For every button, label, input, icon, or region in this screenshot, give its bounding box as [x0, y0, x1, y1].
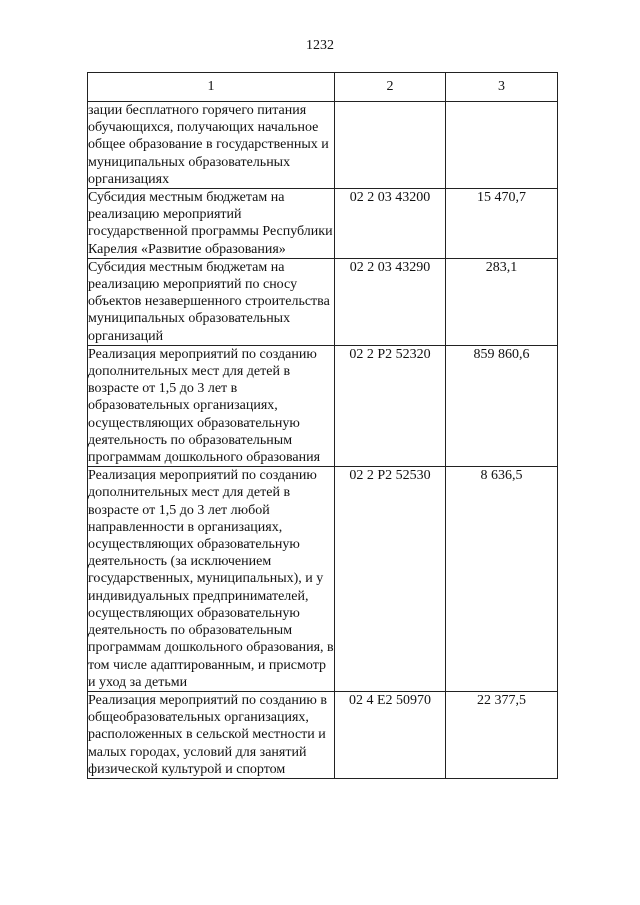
column-header-3: 3	[446, 73, 558, 102]
row-description: Субсидия местным бюджетам на реализацию мероприятий по сносу объектов незавершенного строительства муниципальных образовательных организаций	[88, 258, 335, 345]
table-row	[88, 189, 558, 259]
row-code: 02 2 03 43200	[335, 189, 446, 259]
row-description: Субсидия местным бюджетам на реализацию мероприятий государственной программы Республики Карелия «Развитие образования»	[88, 190, 333, 257]
row-amount: 15 470,7	[446, 189, 558, 259]
table-row	[88, 345, 558, 466]
row-code: 02 2 P2 52320	[335, 345, 446, 466]
column-header-2: 2	[335, 73, 446, 102]
column-header-1: 1	[88, 73, 335, 102]
row-description: Реализация мероприятий по созданию дополнительных мест для детей в возрасте от 1,5 до 3 лет в образовательных организациях, осуществляющих образовательную деятельность по образовательным программам дошкольного образования	[88, 345, 335, 466]
row-amount: 22 377,5	[446, 691, 558, 778]
row-description: Реализация мероприятий по созданию в общеобразовательных организациях, расположенных в сельской местности и малых городах, условий для занятий физической культурой и спортом	[88, 691, 335, 778]
budget-table	[87, 72, 558, 779]
row-code: 02 4 E2 50970	[335, 691, 446, 778]
table-row	[88, 102, 558, 189]
row-amount: 859 860,6	[446, 345, 558, 466]
row-code: 02 2 03 43290	[335, 258, 446, 345]
row-amount	[446, 102, 558, 189]
row-code	[335, 102, 446, 189]
row-description: зации бесплатного горячего питания обучающихся, получающих начальное общее образование в государственных и муниципальных образовательных организациях	[88, 102, 335, 189]
row-code: 02 2 P2 52530	[335, 467, 446, 692]
table-header-row	[88, 73, 558, 102]
table-row	[88, 691, 558, 778]
page-number: 1232	[306, 38, 334, 53]
row-description: Реализация мероприятий по созданию дополнительных мест для детей в возрасте от 1,5 до 3 лет любой направленности в организациях, осуществляющих образовательную деятельность (за исключением государственных, муниципальных), и у индивидуальных предпринимателей, осуществляющих образовательную деятельность по образовательным программам дошкольного образования, в том числе адаптированным, и присмотр и уход за детьми	[88, 468, 334, 690]
row-amount: 283,1	[446, 258, 558, 345]
table-row	[88, 467, 558, 692]
row-amount: 8 636,5	[446, 467, 558, 692]
table-row	[88, 258, 558, 345]
